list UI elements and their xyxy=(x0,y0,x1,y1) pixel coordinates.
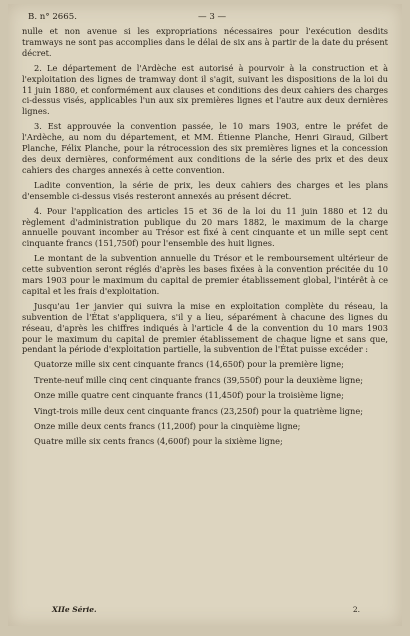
page-footer xyxy=(22,604,388,616)
page-number: — 3 — xyxy=(198,12,227,22)
bulletin-number: B. n° 2665. xyxy=(28,12,77,22)
article-2: 2. Le département de l'Ardèche est autorisé à pourvoir à la construction et à l'exploitation des lignes de tramway dont il s'agit, suivant les dispositions de la loi du 11 juin 1880, et conformément aux clauses et conditions des deux cahiers des charges ci-dessus visés, applicables l'un aux six premières lignes et l'autre aux deux dernières lignes. xyxy=(22,62,388,117)
list-item: Trente-neuf mille cinq cent cinquante francs (39,550f) pour la deuxième ligne; xyxy=(34,374,364,385)
document-page xyxy=(8,4,402,626)
paragraph: Le montant de la subvention annuelle du Trésor et le remboursement ultérieur de cette subvention seront réglés d'après les bases fixées à la convention précitée du 10 mars 1903 pour le maximum du capital de premier établissement global, l'intérêt à ce capital et les frais d'exploitation. xyxy=(22,253,388,296)
list-item: Onze mille deux cents francs (11,200f) pour la cinquième ligne; xyxy=(34,421,301,431)
page-body xyxy=(22,26,388,452)
series-label: XIIe Série. xyxy=(52,605,97,614)
article-4: 4. Pour l'application des articles 15 et 36 de la loi du 11 juin 1880 et 12 du règlement d'administration publique du 20 mars 1882, le maximum de la charge annuelle pouvant incomber au Trésor est fixé à cent cinquante et un mille sept cent cinquante francs (151,750f) pour l'ensemble des huit lignes. xyxy=(22,205,388,249)
page-header xyxy=(22,10,388,24)
paragraph: Jusqu'au 1er janvier qui suivra la mise en exploitation complète du réseau, la subvention de l'État s'appliquera, s'il y a lieu, séparément à chacune des lignes du réseau, d'après les chiffres indiqués à l'article 4 de la convention du 10 mars 1903 pour le maximum du capital de premier établissement de chaque ligne et sans que, pendant la période d'exploitation partielle, la subvention de l'État puisse excéder : xyxy=(22,300,388,355)
list-item: Quatre mille six cents francs (4,600f) pour la sixième ligne; xyxy=(34,436,283,447)
list-item: Vingt-trois mille deux cent cinquante francs (23,250f) pour la quatrième ligne; xyxy=(34,405,363,416)
paragraph: nulle et non avenue si les expropriations nécessaires pour l'exécution desdits tramways ne sont pas accomplies dans le délai de six ans à partir de la date du présent décret. xyxy=(22,26,388,58)
paragraph: Ladite convention, la série de prix, les deux cahiers des charges et les plans d'ensemble ci-dessus visés resteront annexés au présent décret. xyxy=(22,179,388,201)
list-item: Quatorze mille six cent cinquante francs (14,650f) pour la première ligne; xyxy=(34,359,344,370)
list-item: Onze mille quatre cent cinquante francs (11,450f) pour la troisième ligne; xyxy=(34,390,344,401)
signature-mark: 2. xyxy=(352,605,360,614)
article-3: 3. Est approuvée la convention passée, le 10 mars 1903, entre le préfet de l'Ardèche, au nom du département, et MM. Étienne Planche, Henri Giraud, Gilbert Planche, Félix Planche, pour la rétrocession des six premières lignes et la concession des deux dernières, conformément aux conditions de la série des prix et des deux cahiers des charges annexés à cette convention. xyxy=(22,121,388,175)
